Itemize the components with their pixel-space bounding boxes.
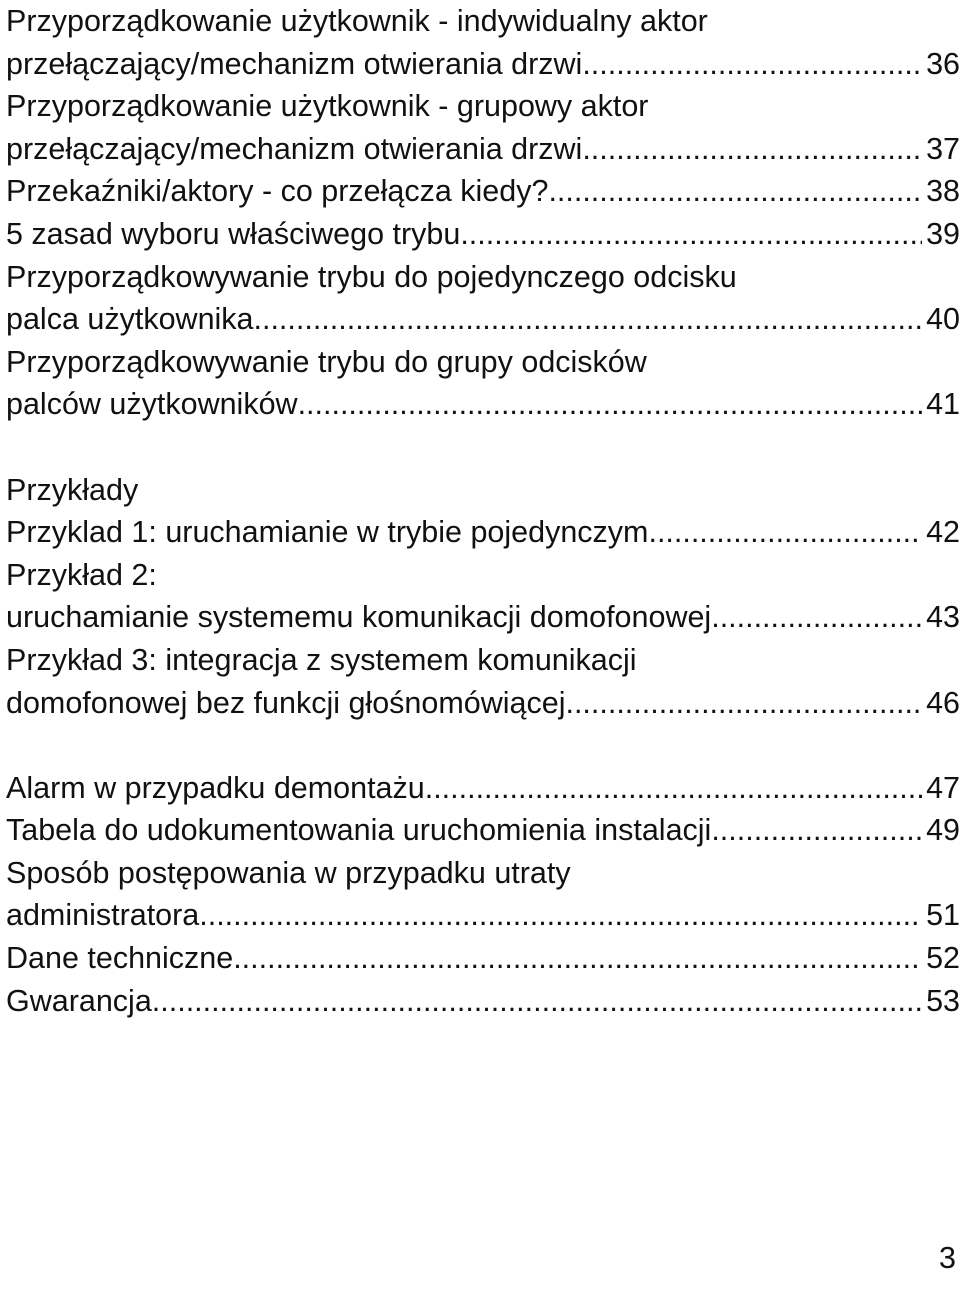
page-number: 3 bbox=[939, 1241, 956, 1275]
toc-page-number: 42 bbox=[926, 515, 960, 550]
dot-leader bbox=[199, 894, 922, 937]
toc-entry-text: Dane techniczne bbox=[6, 941, 234, 976]
toc-entry-text: domofonowej bez funkcji głośnomówiącej bbox=[6, 685, 566, 720]
toc-line bbox=[6, 383, 960, 426]
toc-line bbox=[6, 170, 960, 213]
toc-line bbox=[6, 298, 960, 341]
toc-entry-text: Przyporządkowywanie trybu do grupy odcisków bbox=[6, 344, 647, 379]
toc-line bbox=[6, 341, 960, 384]
toc-page-number: 41 bbox=[926, 387, 960, 422]
toc-page-number: 40 bbox=[926, 302, 960, 337]
dot-leader bbox=[425, 767, 922, 810]
section-gap bbox=[6, 724, 960, 767]
toc-page-number: 51 bbox=[926, 898, 960, 933]
toc-page-number: 47 bbox=[926, 770, 960, 805]
dot-leader bbox=[460, 213, 922, 256]
dot-leader bbox=[582, 43, 922, 86]
toc-entry-text: Przykłady bbox=[6, 472, 139, 507]
toc-entry-text: Przekaźniki/aktory - co przełącza kiedy? bbox=[6, 174, 549, 209]
toc-entry-text: Przyklad 1: uruchamianie w trybie pojedynczym bbox=[6, 515, 649, 550]
toc-entry-text: Przyporządkowywanie trybu do pojedynczego odcisku bbox=[6, 259, 737, 294]
toc-entry-text: uruchamianie systememu komunikacji domofonowej bbox=[6, 600, 712, 635]
toc-page-number: 39 bbox=[926, 216, 960, 251]
dot-leader bbox=[711, 596, 922, 639]
toc-page-number: 36 bbox=[926, 46, 960, 81]
toc-line bbox=[6, 767, 960, 810]
toc-line bbox=[6, 85, 960, 128]
toc-line bbox=[6, 809, 960, 852]
dot-leader bbox=[648, 511, 922, 554]
toc-page-number: 46 bbox=[926, 685, 960, 720]
toc-line bbox=[6, 596, 960, 639]
toc-entry-text: 5 zasad wyboru właściwego trybu bbox=[6, 216, 461, 251]
toc-entry-text: administratora bbox=[6, 898, 200, 933]
dot-leader bbox=[152, 980, 922, 1023]
toc-line bbox=[6, 128, 960, 171]
toc-entry-text: Gwarancja bbox=[6, 983, 152, 1018]
toc-line bbox=[6, 980, 960, 1023]
dot-leader bbox=[548, 170, 922, 213]
toc-entry-text: przełączający/mechanizm otwierania drzwi bbox=[6, 131, 583, 166]
toc-entry-text: Sposób postępowania w przypadku utraty bbox=[6, 855, 571, 890]
toc-line bbox=[6, 937, 960, 980]
toc-entry-text: przełączający/mechanizm otwierania drzwi bbox=[6, 46, 583, 81]
toc-entry-text: palca użytkownika bbox=[6, 302, 254, 337]
toc-page-number: 49 bbox=[926, 813, 960, 848]
toc-line bbox=[6, 213, 960, 256]
toc-line bbox=[6, 554, 960, 597]
toc-page-number: 43 bbox=[926, 600, 960, 635]
toc-line bbox=[6, 894, 960, 937]
dot-leader bbox=[254, 298, 923, 341]
table-of-contents bbox=[6, 0, 960, 1022]
toc-line bbox=[6, 43, 960, 86]
toc-entry-text: Przyporządkowanie użytkownik - grupowy aktor bbox=[6, 89, 649, 124]
toc-entry-text: Przykład 3: integracja z systemem komunikacji bbox=[6, 642, 637, 677]
toc-page-number: 38 bbox=[926, 174, 960, 209]
section-gap bbox=[6, 426, 960, 469]
toc-entry-text: Alarm w przypadku demontażu bbox=[6, 770, 425, 805]
toc-page-number: 53 bbox=[926, 983, 960, 1018]
toc-entry-text: Tabela do udokumentowania uruchomienia instalacji bbox=[6, 813, 712, 848]
toc-line bbox=[6, 0, 960, 43]
toc-entry-text: palców użytkowników bbox=[6, 387, 298, 422]
dot-leader bbox=[711, 809, 922, 852]
toc-entry-text: Przyporządkowanie użytkownik - indywidualny aktor bbox=[6, 4, 708, 38]
toc-line bbox=[6, 682, 960, 725]
toc-section-heading bbox=[6, 469, 960, 512]
toc-entry-text: Przykład 2: bbox=[6, 557, 157, 592]
dot-leader bbox=[565, 682, 922, 725]
toc-page-number: 52 bbox=[926, 941, 960, 976]
dot-leader bbox=[582, 128, 922, 171]
toc-line bbox=[6, 852, 960, 895]
toc-page-number: 37 bbox=[926, 131, 960, 166]
toc-line bbox=[6, 511, 960, 554]
toc-line bbox=[6, 256, 960, 299]
dot-leader bbox=[233, 937, 922, 980]
toc-line bbox=[6, 639, 960, 682]
dot-leader bbox=[298, 383, 922, 426]
